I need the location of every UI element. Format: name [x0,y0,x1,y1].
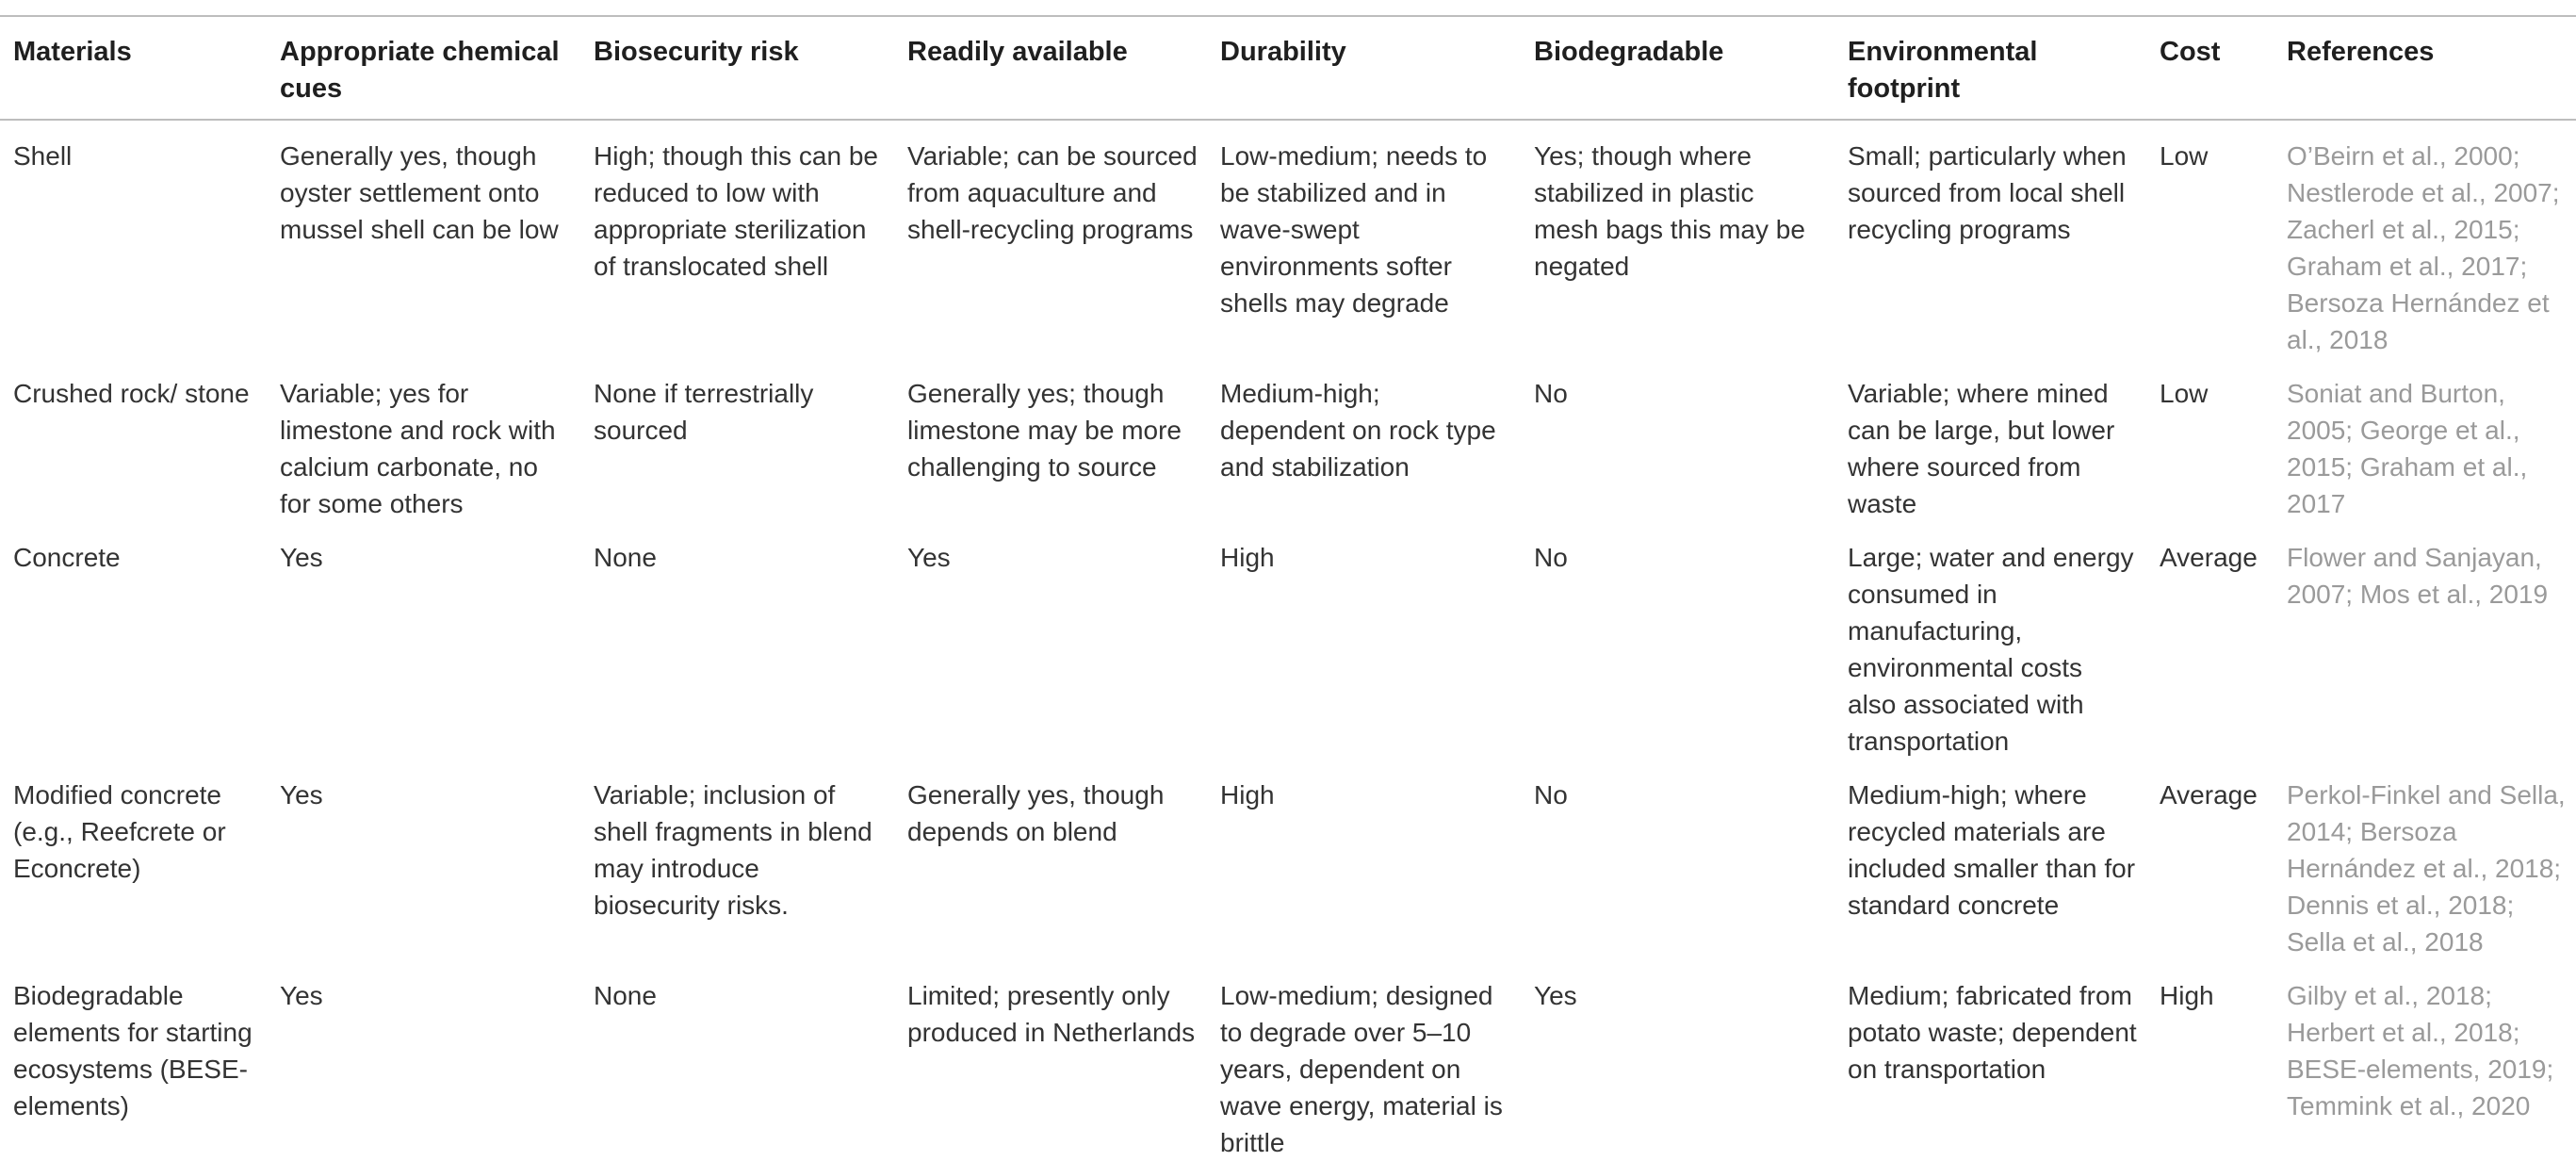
cell-durability: Low-medium; designed to degrade over 5–10 years, dependent on wave energy, material is brittle [1220,981,1503,1157]
header-materials: Materials [0,16,267,120]
cell-footprint: Small; particularly when sourced from local shell recycling programs [1848,141,2127,244]
cell-material: Crushed rock/ stone [13,379,250,408]
header-biosecurity-risk: Biosecurity risk [580,16,894,120]
cell-material: Shell [13,141,73,171]
cell-footprint: Large; water and energy consumed in manufacturing, environmental costs also associated with transportation [1848,543,2134,756]
header-references: References [2274,16,2576,120]
table-row [0,960,2576,1161]
table-row [0,522,2576,760]
cell-chemical-cues: Variable; yes for limestone and rock with calcium carbonate, no for some others [280,379,556,518]
cell-biodegradable: Yes; though where stabilized in plastic mesh bags this may be negated [1534,141,1805,281]
cell-available: Variable; can be sourced from aquaculture and shell-recycling programs [907,141,1198,244]
table-row [0,760,2576,960]
cell-biosecurity: Variable; inclusion of shell fragments in blend may introduce biosecurity risks. [594,780,872,920]
cell-biodegradable: Yes [1534,981,1577,1010]
cell-available: Generally yes, though depends on blend [907,780,1165,846]
header-environmental-footprint: Environmental footprint [1834,16,2146,120]
cell-footprint: Medium; fabricated from potato waste; dependent on transportation [1848,981,2137,1084]
cell-material: Biodegradable elements for starting ecosystems (BESE-elements) [13,981,253,1120]
cell-cost: Average [2160,543,2258,572]
cell-references[interactable]: Perkol-Finkel and Sella, 2014; Bersoza Hernández et al., 2018; Dennis et al., 2018; Sella et al., 2018 [2287,780,2566,957]
cell-available: Yes [907,543,951,572]
cell-chemical-cues: Yes [280,543,323,572]
cell-chemical-cues: Yes [280,981,323,1010]
header-cost: Cost [2146,16,2274,120]
cell-footprint: Medium-high; where recycled materials are included smaller than for standard concrete [1848,780,2136,920]
materials-comparison-table [0,15,2576,1161]
cell-biodegradable: No [1534,543,1568,572]
cell-material: Modified concrete (e.g., Reefcrete or Econcrete) [13,780,226,883]
cell-biodegradable: No [1534,780,1568,809]
cell-footprint: Variable; where mined can be large, but lower where sourced from waste [1848,379,2115,518]
cell-durability: High [1220,543,1275,572]
table-row [0,358,2576,522]
header-row [0,16,2576,120]
cell-references[interactable]: Soniat and Burton, 2005; George et al., 2015; Graham et al., 2017 [2287,379,2528,518]
cell-references[interactable]: O’Beirn et al., 2000; Nestlerode et al., 2007; Zacherl et al., 2015; Graham et al., 2017; Bersoza Hernández et al., 2018 [2287,141,2560,354]
cell-cost: High [2160,981,2214,1010]
cell-references[interactable]: Flower and Sanjayan, 2007; Mos et al., 2019 [2287,543,2549,609]
cell-chemical-cues: Generally yes, though oyster settlement onto mussel shell can be low [280,141,559,244]
cell-chemical-cues: Yes [280,780,323,809]
cell-durability: High [1220,780,1275,809]
header-biodegradable: Biodegradable [1521,16,1834,120]
header-durability: Durability [1207,16,1521,120]
cell-references[interactable]: Gilby et al., 2018; Herbert et al., 2018; BESE-elements, 2019; Temmink et al., 2020 [2287,981,2554,1120]
cell-biosecurity: None [594,981,657,1010]
cell-cost: Low [2160,141,2209,171]
header-readily-available: Readily available [894,16,1207,120]
cell-cost: Low [2160,379,2209,408]
cell-biosecurity: None [594,543,657,572]
cell-durability: Medium-high; dependent on rock type and stabilization [1220,379,1496,482]
cell-material: Concrete [13,543,121,572]
cell-available: Generally yes; though limestone may be more challenging to source [907,379,1182,482]
table-row [0,120,2576,358]
cell-biosecurity: None if terrestrially sourced [594,379,814,445]
cell-cost: Average [2160,780,2258,809]
table-header [0,16,2576,120]
cell-biodegradable: No [1534,379,1568,408]
header-chemical-cues: Appropriate chemical cues [267,16,580,120]
cell-durability: Low-medium; needs to be stabilized and in wave-swept environments softer shells may degrade [1220,141,1488,318]
cell-biosecurity: High; though this can be reduced to low with appropriate sterilization of translocated shell [594,141,878,281]
table-body [0,120,2576,1161]
cell-available: Limited; presently only produced in Netherlands [907,981,1196,1047]
materials-table-container [0,15,2576,1161]
